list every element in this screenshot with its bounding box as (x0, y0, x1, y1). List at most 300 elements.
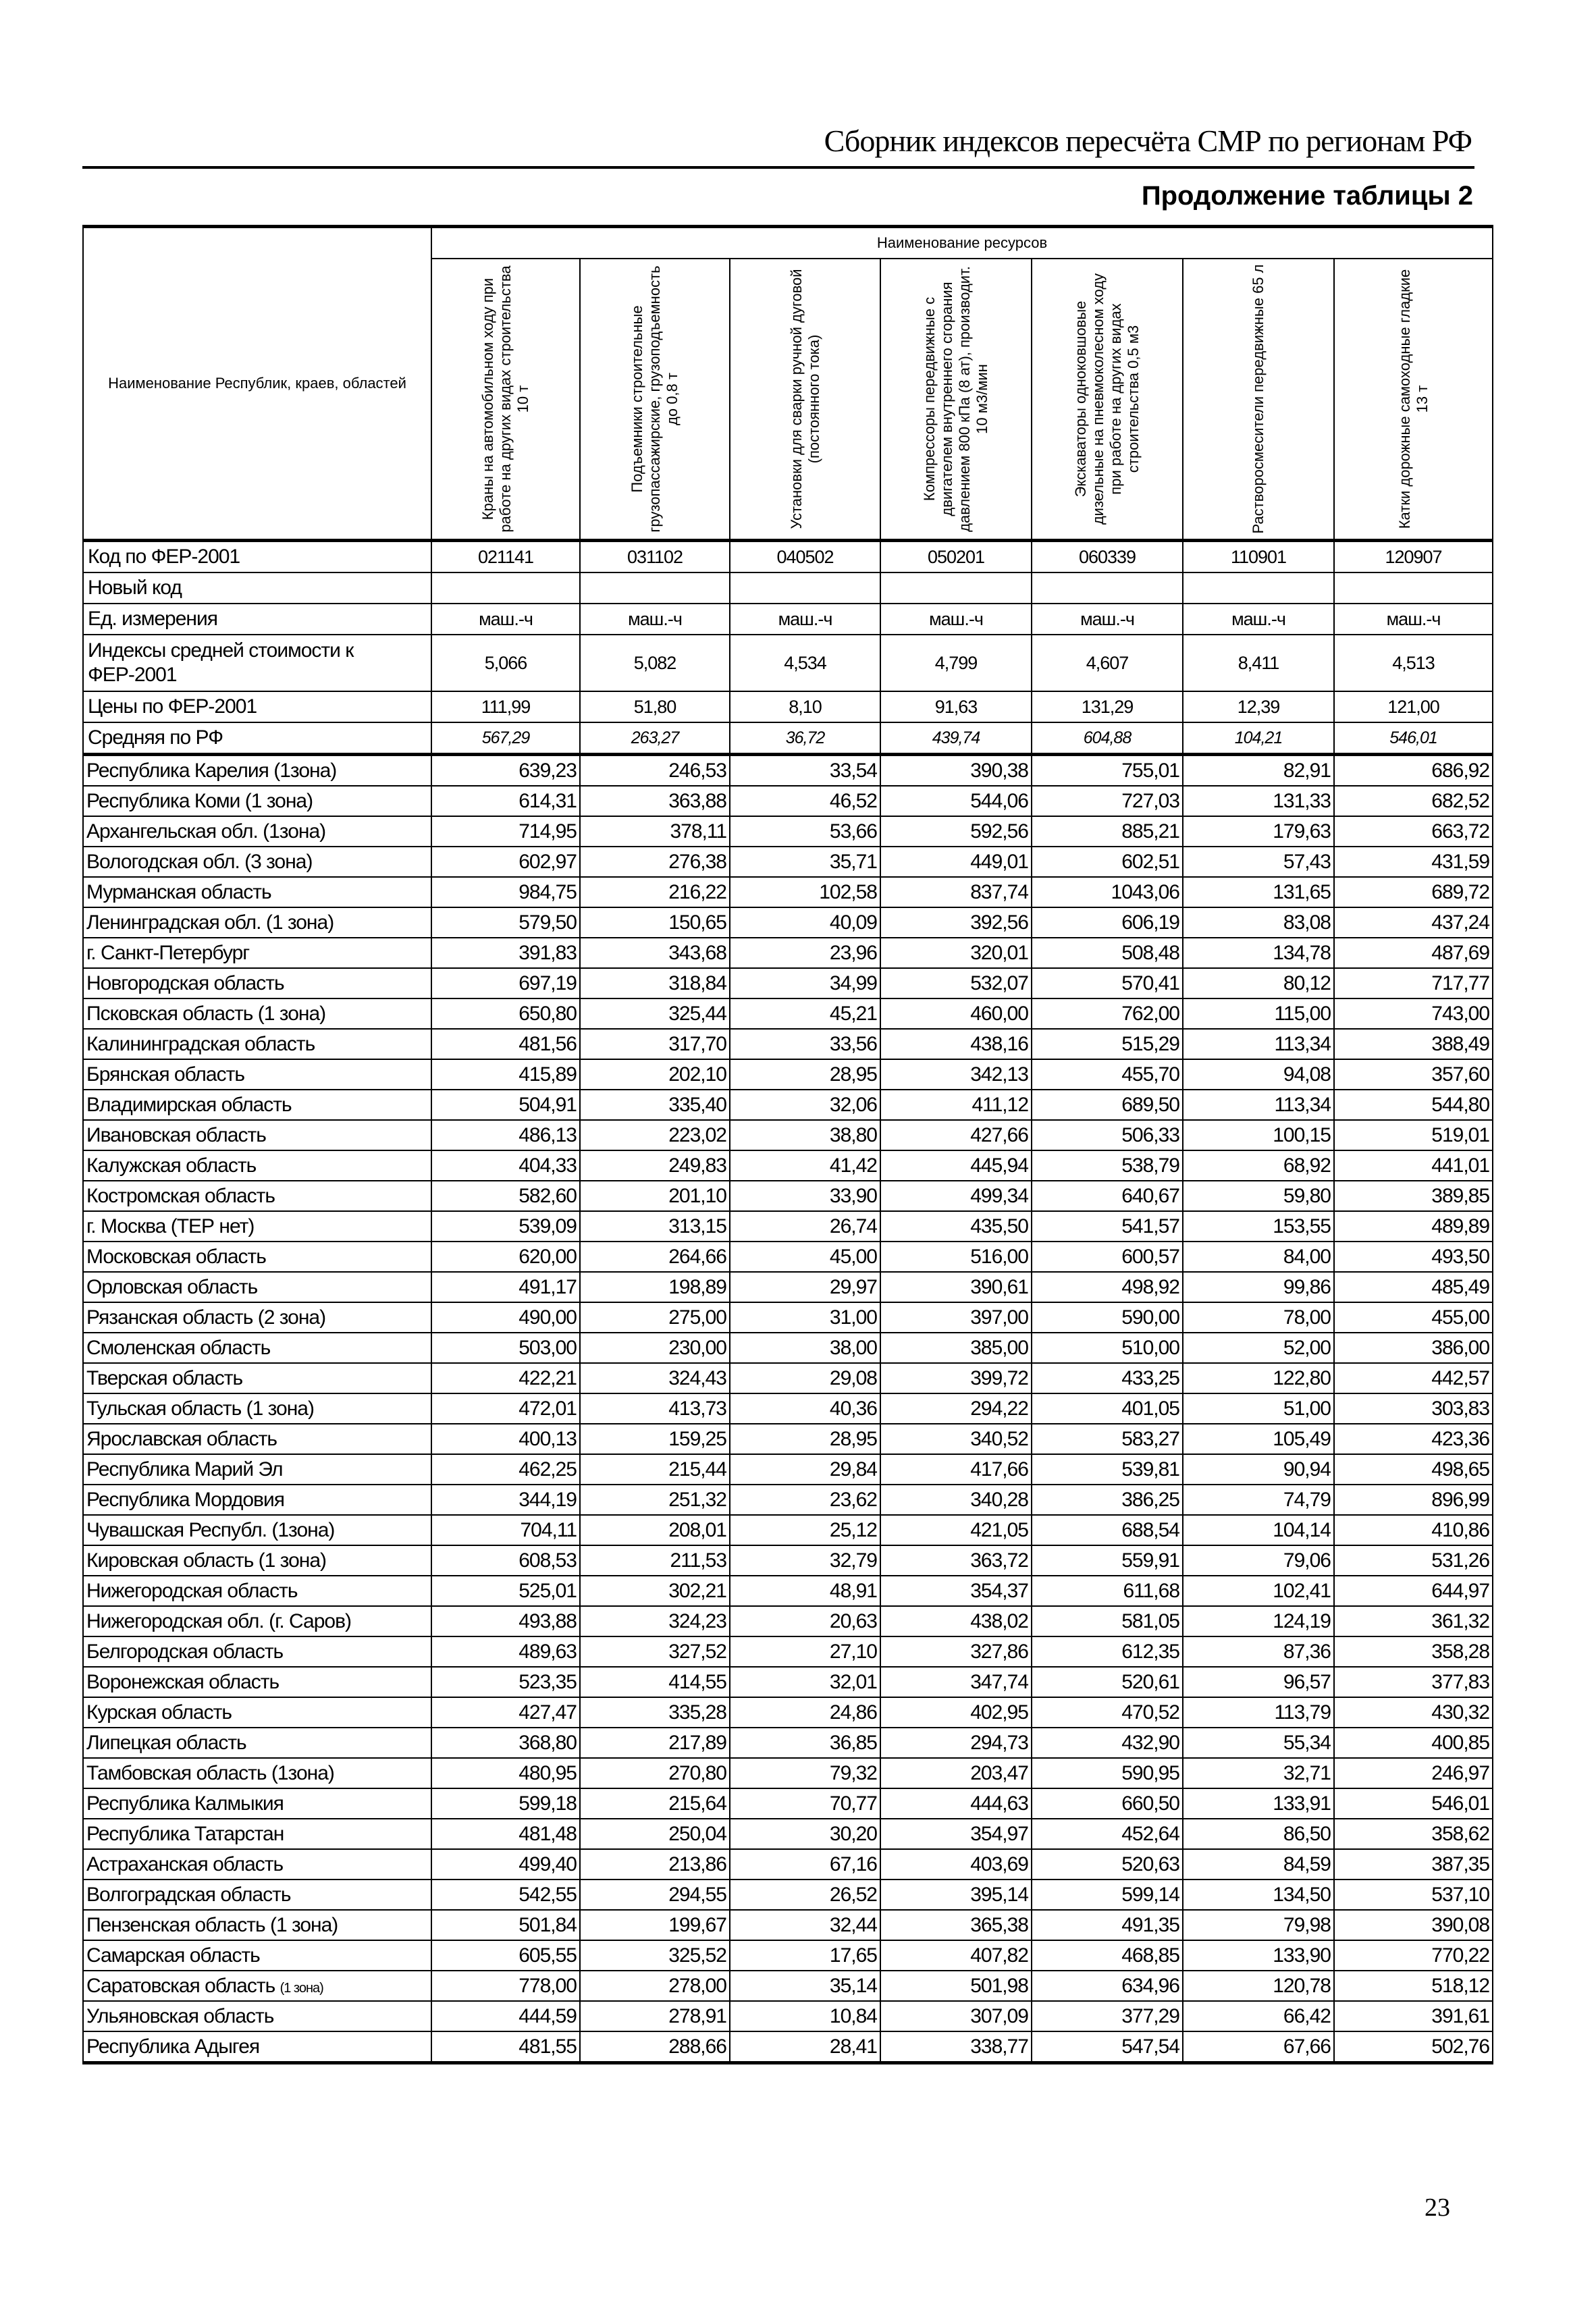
value-cell: 704,11 (431, 1515, 580, 1545)
value-cell: 663,72 (1334, 816, 1493, 847)
region-name-cell (83, 1363, 431, 1393)
value-cell: 41,42 (730, 1150, 880, 1181)
value-cell: 278,00 (580, 1971, 730, 2001)
value-cell: 28,95 (730, 1059, 880, 1090)
value-cell: 404,33 (431, 1150, 580, 1181)
meta-value: 546,01 (1334, 722, 1493, 755)
value-cell: 324,43 (580, 1363, 730, 1393)
value-cell: 28,41 (730, 2031, 880, 2063)
resource-column-header (1032, 259, 1183, 540)
region-name: Московская область (86, 1245, 266, 1268)
region-name: Пензенская область (1 зона) (86, 1913, 338, 1936)
value-cell: 28,95 (730, 1424, 880, 1454)
value-cell: 24,86 (730, 1697, 880, 1728)
value-cell: 363,88 (580, 786, 730, 816)
region-name: Тверская область (86, 1366, 243, 1389)
meta-value: 050201 (880, 541, 1032, 573)
value-cell: 377,29 (1032, 2001, 1183, 2031)
value-cell: 270,80 (580, 1758, 730, 1788)
meta-value: 4,799 (880, 635, 1032, 691)
region-name-cell (83, 1971, 431, 2001)
region-name: Брянская область (86, 1063, 244, 1086)
meta-value (1183, 572, 1334, 604)
value-cell: 523,35 (431, 1667, 580, 1697)
table-row (83, 1029, 1493, 1059)
value-cell: 410,86 (1334, 1515, 1493, 1545)
value-cell: 639,23 (431, 755, 580, 787)
meta-value: 604,88 (1032, 722, 1183, 755)
value-cell: 414,55 (580, 1667, 730, 1697)
value-cell: 481,55 (431, 2031, 580, 2063)
value-cell: 717,77 (1334, 968, 1493, 998)
meta-label: Ед. измерения (83, 604, 431, 635)
value-cell: 361,32 (1334, 1606, 1493, 1636)
value-cell: 427,47 (431, 1697, 580, 1728)
value-cell: 506,33 (1032, 1120, 1183, 1150)
value-cell: 634,96 (1032, 1971, 1183, 2001)
value-cell: 650,80 (431, 998, 580, 1029)
meta-value (1032, 572, 1183, 604)
region-name-cell (83, 1545, 431, 1576)
value-cell: 70,77 (730, 1788, 880, 1819)
value-cell: 78,00 (1183, 1302, 1334, 1333)
meta-value: 567,29 (431, 722, 580, 755)
meta-value: 263,27 (580, 722, 730, 755)
index-table (82, 225, 1493, 2064)
value-cell: 67,66 (1183, 2031, 1334, 2063)
region-name-cell (83, 1211, 431, 1242)
meta-value: 12,39 (1183, 691, 1334, 722)
region-name-cell (83, 1788, 431, 1819)
meta-value: 4,513 (1334, 635, 1493, 691)
continuation-label: Продолжение таблицы 2 (1141, 181, 1473, 211)
meta-value: маш.-ч (1032, 604, 1183, 635)
value-cell: 391,83 (431, 938, 580, 968)
value-cell: 686,92 (1334, 755, 1493, 787)
value-cell: 278,91 (580, 2001, 730, 2031)
value-cell: 538,79 (1032, 1150, 1183, 1181)
value-cell: 33,56 (730, 1029, 880, 1059)
value-cell: 487,69 (1334, 938, 1493, 968)
value-cell: 546,01 (1334, 1788, 1493, 1819)
value-cell: 201,10 (580, 1181, 730, 1211)
region-name: г. Санкт-Петербург (86, 941, 250, 964)
meta-value: 439,74 (880, 722, 1032, 755)
table-row (83, 1606, 1493, 1636)
value-cell: 358,28 (1334, 1636, 1493, 1667)
value-cell: 48,91 (730, 1576, 880, 1606)
value-cell: 489,89 (1334, 1211, 1493, 1242)
value-cell: 389,85 (1334, 1181, 1493, 1211)
meta-value: 91,63 (880, 691, 1032, 722)
value-cell: 199,67 (580, 1910, 730, 1940)
value-cell: 689,72 (1334, 877, 1493, 907)
value-cell: 32,44 (730, 1910, 880, 1940)
value-cell: 727,03 (1032, 786, 1183, 816)
value-cell: 390,08 (1334, 1910, 1493, 1940)
value-cell: 35,14 (730, 1971, 880, 2001)
value-cell: 400,85 (1334, 1728, 1493, 1758)
table-row (83, 938, 1493, 968)
region-name: Калужская область (86, 1154, 257, 1177)
value-cell: 411,12 (880, 1090, 1032, 1120)
value-cell: 113,34 (1183, 1029, 1334, 1059)
value-cell: 525,01 (431, 1576, 580, 1606)
table-row (83, 1120, 1493, 1150)
value-cell: 510,00 (1032, 1333, 1183, 1363)
table-row (83, 1454, 1493, 1485)
region-name-cell (83, 1059, 431, 1090)
value-cell: 32,79 (730, 1545, 880, 1576)
resource-column-label: Катки дорожные самоходные гладкие 13 т (1395, 269, 1431, 529)
value-cell: 275,00 (580, 1302, 730, 1333)
value-cell: 660,50 (1032, 1788, 1183, 1819)
value-cell: 340,28 (880, 1485, 1032, 1515)
table-row (83, 998, 1493, 1029)
value-cell: 113,34 (1183, 1090, 1334, 1120)
value-cell: 1043,06 (1032, 877, 1183, 907)
region-name: Тульская область (1 зона) (86, 1397, 314, 1420)
value-cell: 335,40 (580, 1090, 730, 1120)
resources-header: Наименование ресурсов (431, 227, 1493, 259)
value-cell: 26,52 (730, 1880, 880, 1910)
value-cell: 134,78 (1183, 938, 1334, 968)
table-row (83, 1059, 1493, 1090)
value-cell: 743,00 (1334, 998, 1493, 1029)
region-name: Республика Марий Эл (86, 1458, 283, 1481)
value-cell: 208,01 (580, 1515, 730, 1545)
value-cell: 23,96 (730, 938, 880, 968)
value-cell: 427,66 (880, 1120, 1032, 1150)
region-name: Вологодская обл. (3 зона) (86, 850, 313, 873)
value-cell: 614,31 (431, 786, 580, 816)
table-row (83, 1515, 1493, 1545)
value-cell: 365,38 (880, 1910, 1032, 1940)
value-cell: 80,12 (1183, 968, 1334, 998)
table-row (83, 1697, 1493, 1728)
value-cell: 74,79 (1183, 1485, 1334, 1515)
value-cell: 122,80 (1183, 1363, 1334, 1393)
value-cell: 984,75 (431, 877, 580, 907)
region-name-cell (83, 1485, 431, 1515)
value-cell: 452,64 (1032, 1819, 1183, 1849)
value-cell: 159,25 (580, 1424, 730, 1454)
value-cell: 611,68 (1032, 1576, 1183, 1606)
value-cell: 470,52 (1032, 1697, 1183, 1728)
region-name-cell (83, 786, 431, 816)
value-cell: 317,70 (580, 1029, 730, 1059)
region-name: Мурманская область (86, 880, 271, 903)
table-row (83, 1424, 1493, 1454)
value-cell: 755,01 (1032, 755, 1183, 787)
value-cell: 442,57 (1334, 1363, 1493, 1393)
value-cell: 264,66 (580, 1242, 730, 1272)
table-row (83, 755, 1493, 787)
value-cell: 368,80 (431, 1728, 580, 1758)
value-cell: 215,64 (580, 1788, 730, 1819)
value-cell: 445,94 (880, 1150, 1032, 1181)
region-name-cell (83, 1697, 431, 1728)
value-cell: 294,22 (880, 1393, 1032, 1424)
value-cell: 31,00 (730, 1302, 880, 1333)
value-cell: 444,63 (880, 1788, 1032, 1819)
value-cell: 433,25 (1032, 1363, 1183, 1393)
meta-value (730, 572, 880, 604)
value-cell: 542,55 (431, 1880, 580, 1910)
meta-value: 51,80 (580, 691, 730, 722)
value-cell: 303,83 (1334, 1393, 1493, 1424)
value-cell: 68,92 (1183, 1150, 1334, 1181)
region-name: Ивановская область (86, 1123, 266, 1146)
region-name-cell (83, 1333, 431, 1363)
resource-column-label: Компрессоры передвижные с двигателем внутреннего сгорания давлением 800 кПа (8 ат), производит. 10 м3/мин (921, 266, 990, 532)
value-cell: 520,61 (1032, 1667, 1183, 1697)
value-cell: 104,14 (1183, 1515, 1334, 1545)
table-row (83, 1636, 1493, 1667)
value-cell: 102,41 (1183, 1576, 1334, 1606)
value-cell: 217,89 (580, 1728, 730, 1758)
meta-row-new-code (83, 572, 1493, 604)
table-row (83, 1302, 1493, 1333)
value-cell: 515,29 (1032, 1029, 1183, 1059)
value-cell: 539,09 (431, 1211, 580, 1242)
value-cell: 79,06 (1183, 1545, 1334, 1576)
value-cell: 399,72 (880, 1363, 1032, 1393)
table-row (83, 1971, 1493, 2001)
meta-row-price (83, 691, 1493, 722)
region-name: Республика Адыгея (86, 2035, 260, 2058)
value-cell: 67,16 (730, 1849, 880, 1880)
resource-column-header (1334, 259, 1493, 540)
meta-value: 104,21 (1183, 722, 1334, 755)
resource-column-label: Растворосмесители передвижные 65 л (1250, 264, 1267, 534)
value-cell: 697,19 (431, 968, 580, 998)
value-cell: 590,95 (1032, 1758, 1183, 1788)
region-name-cell (83, 1606, 431, 1636)
value-cell: 544,06 (880, 786, 1032, 816)
value-cell: 403,69 (880, 1849, 1032, 1880)
region-name: Орловская область (86, 1275, 258, 1298)
value-cell: 38,00 (730, 1333, 880, 1363)
value-cell: 455,70 (1032, 1059, 1183, 1090)
value-cell: 541,57 (1032, 1211, 1183, 1242)
region-name: Тамбовская область (1зона) (86, 1761, 334, 1784)
value-cell: 230,00 (580, 1333, 730, 1363)
value-cell: 570,41 (1032, 968, 1183, 998)
value-cell: 498,65 (1334, 1454, 1493, 1485)
region-name-cell (83, 1849, 431, 1880)
value-cell: 90,94 (1183, 1454, 1334, 1485)
value-cell: 499,40 (431, 1849, 580, 1880)
value-cell: 338,77 (880, 2031, 1032, 2063)
value-cell: 320,01 (880, 938, 1032, 968)
region-name: Волгоградская область (86, 1883, 291, 1906)
meta-label: Цены по ФЕР-2001 (83, 691, 431, 722)
value-cell: 249,83 (580, 1150, 730, 1181)
table-row (83, 1819, 1493, 1849)
region-name-cell (83, 877, 431, 907)
region-name-cell (83, 755, 431, 787)
value-cell: 354,97 (880, 1819, 1032, 1849)
page-number: 23 (1425, 2193, 1450, 2222)
resource-column-label: Подъемники строительные грузопассажирские, грузоподъемность до 0,8 т (629, 265, 681, 533)
value-cell: 462,25 (431, 1454, 580, 1485)
table-row (83, 1242, 1493, 1272)
value-cell: 583,27 (1032, 1424, 1183, 1454)
value-cell: 32,01 (730, 1667, 880, 1697)
value-cell: 302,21 (580, 1576, 730, 1606)
table-row (83, 1090, 1493, 1120)
value-cell: 600,57 (1032, 1242, 1183, 1272)
value-cell: 153,55 (1183, 1211, 1334, 1242)
meta-value: маш.-ч (1183, 604, 1334, 635)
value-cell: 547,54 (1032, 2031, 1183, 2063)
region-name: Республика Мордовия (86, 1488, 284, 1511)
meta-row-average (83, 722, 1493, 755)
value-cell: 490,00 (431, 1302, 580, 1333)
value-cell: 644,97 (1334, 1576, 1493, 1606)
table-row (83, 2031, 1493, 2063)
value-cell: 215,44 (580, 1454, 730, 1485)
value-cell: 502,76 (1334, 2031, 1493, 2063)
table-row (83, 1788, 1493, 1819)
region-name-cell (83, 968, 431, 998)
value-cell: 386,25 (1032, 1485, 1183, 1515)
value-cell: 519,01 (1334, 1120, 1493, 1150)
meta-value: 4,534 (730, 635, 880, 691)
table-row (83, 907, 1493, 938)
value-cell: 516,00 (880, 1242, 1032, 1272)
value-cell: 294,55 (580, 1880, 730, 1910)
meta-row-unit (83, 604, 1493, 635)
value-cell: 422,21 (431, 1363, 580, 1393)
value-cell: 520,63 (1032, 1849, 1183, 1880)
value-cell: 390,61 (880, 1272, 1032, 1302)
table-row (83, 2001, 1493, 2031)
value-cell: 460,00 (880, 998, 1032, 1029)
table-row (83, 1849, 1493, 1880)
meta-row-index (83, 635, 1493, 691)
value-cell: 544,80 (1334, 1090, 1493, 1120)
table-row (83, 968, 1493, 998)
meta-value: 040502 (730, 541, 880, 573)
value-cell: 46,52 (730, 786, 880, 816)
value-cell: 324,23 (580, 1606, 730, 1636)
region-name-cell (83, 1242, 431, 1272)
region-name-cell (83, 907, 431, 938)
region-name: Республика Коми (1 зона) (86, 789, 313, 812)
meta-value (431, 572, 580, 604)
value-cell: 66,42 (1183, 2001, 1334, 2031)
table-row (83, 1150, 1493, 1181)
value-cell: 26,74 (730, 1211, 880, 1242)
table-row (83, 1728, 1493, 1758)
value-cell: 124,19 (1183, 1606, 1334, 1636)
value-cell: 491,35 (1032, 1910, 1183, 1940)
value-cell: 344,19 (431, 1485, 580, 1515)
table-row (83, 1910, 1493, 1940)
value-cell: 84,00 (1183, 1242, 1334, 1272)
resource-column-header (1183, 259, 1334, 540)
value-cell: 115,00 (1183, 998, 1334, 1029)
value-cell: 592,56 (880, 816, 1032, 847)
meta-value (580, 572, 730, 604)
value-cell: 335,28 (580, 1697, 730, 1728)
region-name: Белгородская область (86, 1640, 284, 1663)
value-cell: 508,48 (1032, 938, 1183, 968)
value-cell: 431,59 (1334, 847, 1493, 877)
value-cell: 441,01 (1334, 1150, 1493, 1181)
table-row (83, 1758, 1493, 1788)
value-cell: 294,73 (880, 1728, 1032, 1758)
value-cell: 472,01 (431, 1393, 580, 1424)
region-name: Новгородская область (86, 971, 284, 994)
value-cell: 582,60 (431, 1181, 580, 1211)
value-cell: 413,73 (580, 1393, 730, 1424)
meta-value: маш.-ч (880, 604, 1032, 635)
region-name-cell (83, 1576, 431, 1606)
resource-column-header (580, 259, 730, 540)
region-name-cell (83, 1758, 431, 1788)
value-cell: 55,34 (1183, 1728, 1334, 1758)
table-row (83, 877, 1493, 907)
value-cell: 134,50 (1183, 1880, 1334, 1910)
value-cell: 83,08 (1183, 907, 1334, 938)
value-cell: 491,17 (431, 1272, 580, 1302)
value-cell: 82,91 (1183, 755, 1334, 787)
value-cell: 251,32 (580, 1485, 730, 1515)
region-name-cell (83, 816, 431, 847)
table-row (83, 1880, 1493, 1910)
value-cell: 770,22 (1334, 1940, 1493, 1971)
value-cell: 29,84 (730, 1454, 880, 1485)
value-cell: 481,48 (431, 1819, 580, 1849)
value-cell: 96,57 (1183, 1667, 1334, 1697)
value-cell: 99,86 (1183, 1272, 1334, 1302)
resource-column-header (880, 259, 1032, 540)
value-cell: 437,24 (1334, 907, 1493, 938)
value-cell: 211,53 (580, 1545, 730, 1576)
value-cell: 340,52 (880, 1424, 1032, 1454)
region-name: Кировская область (1 зона) (86, 1549, 327, 1572)
region-name-cell (83, 1880, 431, 1910)
value-cell: 385,00 (880, 1333, 1032, 1363)
value-cell: 387,35 (1334, 1849, 1493, 1880)
value-cell: 421,05 (880, 1515, 1032, 1545)
value-cell: 27,10 (730, 1636, 880, 1667)
region-name: Астраханская область (86, 1852, 284, 1875)
value-cell: 213,86 (580, 1849, 730, 1880)
value-cell: 102,58 (730, 877, 880, 907)
table-row (83, 1181, 1493, 1211)
value-cell: 449,01 (880, 847, 1032, 877)
value-cell: 531,26 (1334, 1545, 1493, 1576)
value-cell: 131,33 (1183, 786, 1334, 816)
value-cell: 401,05 (1032, 1393, 1183, 1424)
region-name-cell (83, 2001, 431, 2031)
meta-value: 060339 (1032, 541, 1183, 573)
value-cell: 327,86 (880, 1636, 1032, 1667)
region-name: Смоленская область (86, 1336, 271, 1359)
value-cell: 113,79 (1183, 1697, 1334, 1728)
value-cell: 203,47 (880, 1758, 1032, 1788)
value-cell: 395,14 (880, 1880, 1032, 1910)
value-cell: 400,13 (431, 1424, 580, 1454)
region-name: г. Москва (ТЕР нет) (86, 1215, 255, 1237)
region-name: Калининградская область (86, 1032, 315, 1055)
meta-label: Код по ФЕР-2001 (83, 541, 431, 573)
meta-value: маш.-ч (730, 604, 880, 635)
